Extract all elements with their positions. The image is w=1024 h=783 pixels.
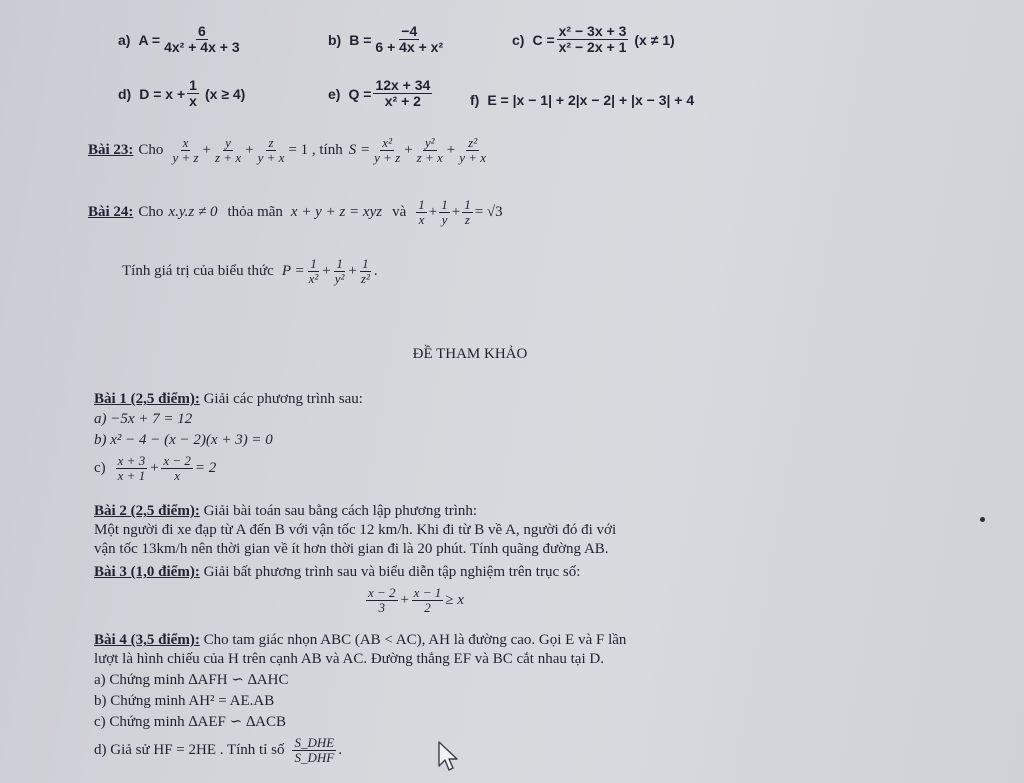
question-4-header <box>94 631 626 649</box>
problem-24-reciprocal-z: $\frac{1}{z}$ <box>464 197 471 228</box>
question-3-rhs: ≥ x <box>445 592 464 609</box>
question-1c-fraction-1: $\frac{x + 3}{x + 1}$ <box>117 453 146 484</box>
question-4d-ratio-denominator: S_DHF <box>294 750 335 766</box>
problem-24-text-and: và <box>392 204 407 221</box>
problem-23-intro: Cho <box>138 142 164 159</box>
exercise-e-lhs: Q = <box>348 85 372 102</box>
exercise-e-numerator: 12x + 34 <box>375 77 431 93</box>
problem-23-S-term-1: $\frac{\text{x²}}{y + z}$ <box>374 135 401 166</box>
question-2-header <box>94 502 477 520</box>
question-1b: b) x² − 4 − (x − 2)(x + 3) = 0 <box>94 432 273 448</box>
question-2-body-line-1: Một người đi xe đạp từ A đến B với vận tốc 12 km/h. Khi đi từ B về A, người đó đi với <box>94 522 617 538</box>
question-2-text: Giải bài toán sau bằng cách lập phương trình: <box>203 503 478 519</box>
problem-24-rhs: = √3 <box>474 204 503 221</box>
exercise-a <box>118 24 244 56</box>
margin-dot <box>980 517 985 522</box>
exercise-d <box>118 78 245 110</box>
problem-24-P-term-3: $\frac{1}{\text{z²}}$ <box>360 256 370 287</box>
problem-23-S-lhs: S = <box>348 142 371 159</box>
problem-23-S-term-2: $\frac{\text{y²}}{z + x}$ <box>416 135 443 166</box>
question-1a: a) −5x + 7 = 12 <box>94 411 193 427</box>
problem-24-equation: x + y + z = xyz <box>290 204 383 221</box>
question-3-label: Bài 3 (1,0 điểm): <box>94 564 200 580</box>
problem-24-question-text: Tính giá trị của biểu thức <box>122 263 274 280</box>
problem-24-P-term-1: $\frac{1}{\text{x²}}$ <box>308 256 319 287</box>
problem-23-term-2: $\frac{y}{z + x}$ <box>215 135 242 166</box>
question-4d-ratio-numerator: S_DHE <box>294 735 335 750</box>
question-4-body: lượt là hình chiếu của H trên cạnh AB và AC. Đường thẳng EF và BC cắt nhau tại D. <box>94 651 604 667</box>
exercise-d-fraction <box>187 78 199 110</box>
question-4b: b) Chứng minh AH² = AE.AB <box>94 693 275 709</box>
question-1c-label: c) <box>94 460 106 477</box>
question-1-label: Bài 1 (2,5 điểm): <box>94 391 200 407</box>
question-3-fraction-2: $\frac{x - 1}{2}$ <box>413 585 442 616</box>
exercise-a-fraction <box>162 24 242 56</box>
question-1c-rhs: = 2 <box>194 460 217 477</box>
problem-23-term-3: $\frac{z}{y + x}$ <box>257 135 285 166</box>
exercise-b-numerator: −4 <box>401 23 418 39</box>
exercise-c-denominator: x² − 2x + 1 <box>558 39 627 56</box>
exercise-f-label: f) <box>470 92 480 108</box>
exercise-d-numerator: 1 <box>189 77 197 93</box>
exercise-d-condition: (x ≥ 4) <box>204 85 246 102</box>
question-4-label: Bài 4 (3,5 điểm): <box>94 632 200 648</box>
mouse-cursor-icon <box>436 740 462 774</box>
exercise-e-fraction <box>373 78 432 110</box>
problem-24-nonzero-condition: x.y.z ≠ 0 <box>168 204 218 221</box>
question-3-text: Giải bất phương trình sau và biểu diễn tập nghiệm trên trục số: <box>203 564 581 580</box>
problem-24-reciprocal-x: $\frac{1}{x}$ <box>418 197 425 228</box>
exercise-e-label: e) <box>328 85 341 102</box>
problem-24-P-lhs: P = <box>281 263 305 280</box>
exercise-b-denominator: 6 + 4x + x² <box>375 39 444 56</box>
exercise-f-expression: E = |x − 1| + 2|x − 2| + |x − 3| + 4 <box>487 92 695 108</box>
problem-24-question: Tính giá trị của biểu thức P = $\frac{1}{\text{x²}}$ + $\frac{1}{\text{y²}}$ + $\frac{1}{\text{z²}}$ . <box>122 256 378 287</box>
problem-23: Bài 23: Cho $\frac{x}{y + z}$ + $\frac{y}{z + x}$ + $\frac{z}{y + x}$ = 1 , tính S = $\frac{\text{x²}}{y + z}$ + $\frac{\text{y²}}{z + x}$ + $\frac{\text{z²}}{y + x}$ <box>88 135 487 166</box>
question-4-text: Cho tam giác nhọn ABC (AB < AC), AH là đường cao. Gọi E và F lần <box>203 632 627 648</box>
question-1c: c) $\frac{x + 3}{x + 1}$ + $\frac{x - 2}{x}$ = 2 <box>94 453 217 484</box>
question-4d-text: d) Giả sử HF = 2HE . Tính tỉ số <box>94 742 285 759</box>
exercise-e <box>328 78 434 110</box>
exercise-a-label: a) <box>118 31 131 48</box>
question-1-header <box>94 390 363 408</box>
exercise-a-denominator: 4x² + 4x + 3 <box>164 39 240 56</box>
question-4a: a) Chứng minh ∆AFH ∽ ∆AHC <box>94 672 289 688</box>
problem-24-text-satisfy: thỏa mãn <box>227 204 283 221</box>
problem-23-condition-tail: = 1 , tính <box>288 142 343 159</box>
problem-24-reciprocal-y: $\frac{1}{y}$ <box>441 197 448 228</box>
question-3-fraction-1: $\frac{x - 2}{3}$ <box>368 585 396 616</box>
exercise-a-numerator: 6 <box>197 23 206 39</box>
problem-23-S-term-3: $\frac{\text{z²}}{y + x}$ <box>459 135 487 166</box>
question-2-body-line-2: vận tốc 13km/h nên thời gian về ít hơn thời gian đi là 20 phút. Tính quãng đường AB. <box>94 541 609 557</box>
problem-24-P-term-2: $\frac{1}{\text{y²}}$ <box>334 256 345 287</box>
exercise-d-denominator: x <box>189 93 197 110</box>
exercise-d-label: d) <box>118 85 132 102</box>
question-4d: d) Giả sử HF = 2HE . Tính tỉ số $\frac{\text{S\_DHE}}{\text{S\_DHF}}$ . <box>94 735 342 766</box>
exercise-b <box>328 24 447 56</box>
exercise-e-denominator: x² + 2 <box>384 93 421 110</box>
exercise-c-numerator: x² − 3x + 3 <box>558 23 627 39</box>
problem-23-label: Bài 23: <box>88 142 134 159</box>
problem-24: Bài 24: Cho x.y.z ≠ 0 thỏa mãn x + y + z = xyz và $\frac{1}{x}$ + $\frac{1}{y}$ + $\frac{1}{z}$ = √3 <box>88 197 503 228</box>
reference-exam-title: ĐỀ THAM KHẢO <box>412 346 528 362</box>
question-1c-fraction-2: $\frac{x - 2}{x}$ <box>163 453 191 484</box>
question-3-header <box>94 563 580 581</box>
question-4d-ratio <box>292 736 336 766</box>
problem-23-term-1: $\frac{x}{y + z}$ <box>172 135 199 166</box>
exercise-b-lhs: B = <box>349 31 372 48</box>
question-4c: c) Chứng minh ∆AEF ∽ ∆ACB <box>94 714 286 730</box>
exercise-d-lhs: D = x + <box>139 85 186 102</box>
exercise-c-fraction <box>557 24 629 56</box>
exercise-c-condition: (x ≠ 1) <box>634 31 675 48</box>
question-1-text: Giải các phương trình sau: <box>203 391 363 407</box>
exercise-c-lhs: C = <box>532 31 555 48</box>
exercise-b-fraction <box>373 24 445 56</box>
exercise-c <box>512 24 675 56</box>
problem-24-intro: Cho <box>138 204 164 221</box>
exercise-c-label: c) <box>512 31 525 48</box>
question-3-inequality: $\frac{x - 2}{3}$ + $\frac{x - 1}{2}$ ≥ x <box>368 585 464 616</box>
problem-24-label: Bài 24: <box>88 204 134 221</box>
question-2-label: Bài 2 (2,5 điểm): <box>94 503 200 519</box>
exercise-f <box>470 92 694 108</box>
exercise-a-lhs: A = <box>138 31 161 48</box>
exercise-b-label: b) <box>328 31 342 48</box>
